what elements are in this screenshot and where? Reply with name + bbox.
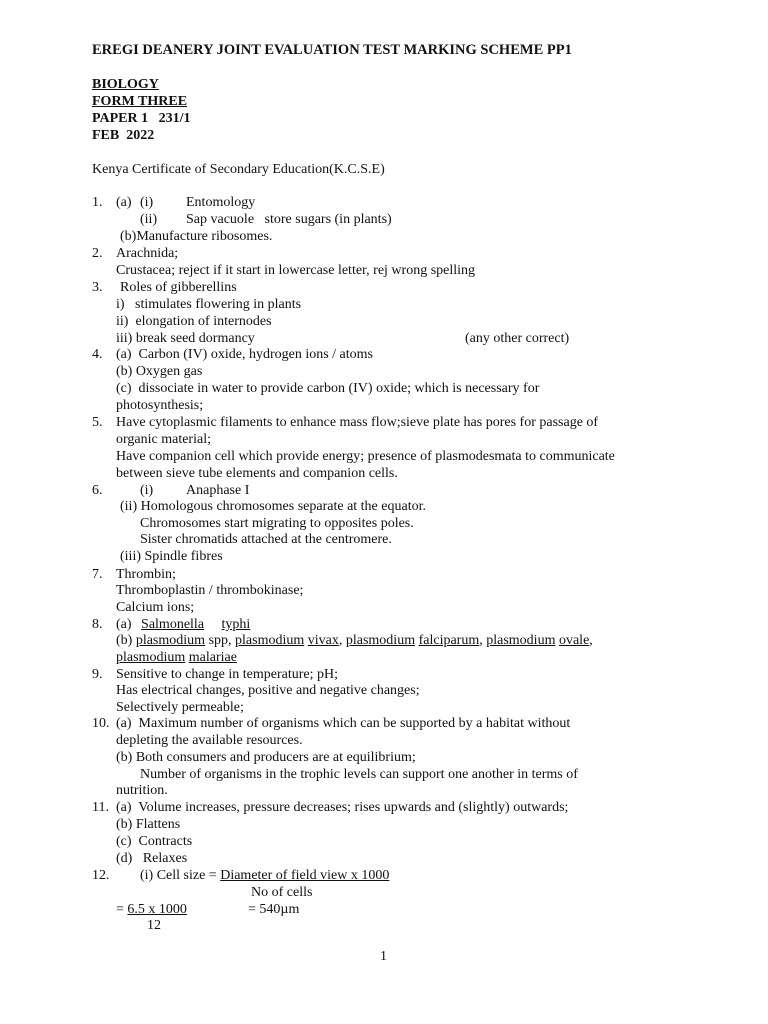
species-name: ovale	[558, 633, 590, 648]
paper-heading: PAPER 1 231/1	[92, 111, 191, 126]
question-number: 4.	[92, 347, 103, 362]
answer-text: (d) Relaxes	[116, 851, 188, 866]
answer-text: i) stimulates flowering in plants	[116, 297, 302, 312]
answer-text: Thrombin;	[116, 567, 176, 582]
answer-text: Number of organisms in the trophic levels can support one another in terms of	[140, 767, 578, 782]
answer-text: between sieve tube elements and companion cells.	[116, 466, 398, 481]
answer-text: Sensitive to change in temperature; pH;	[116, 667, 338, 682]
answer-note: (any other correct)	[465, 331, 570, 346]
answer-text: ii) elongation of internodes	[116, 314, 272, 329]
question-number: 8.	[92, 617, 103, 632]
question-number: 2.	[92, 246, 103, 261]
genus-name: plasmodium	[235, 633, 305, 648]
document-title: EREGI DEANERY JOINT EVALUATION TEST MARKING SCHEME PP1	[92, 42, 572, 58]
answer-text: Selectively permeable;	[116, 700, 244, 715]
date-heading: FEB 2022	[92, 128, 155, 143]
answer-text: spp,	[205, 633, 236, 648]
calculation-result: = 540µm	[248, 902, 300, 917]
answer-part-label: (a)	[116, 617, 132, 632]
answer-part-label: (a)	[116, 195, 132, 210]
answer-subpart-label: (i)	[140, 483, 154, 498]
answer-text: Arachnida;	[116, 246, 179, 261]
question-number: 10.	[92, 716, 110, 731]
answer-text: Anaphase I	[186, 483, 250, 498]
answer-text	[116, 649, 237, 666]
answer-text: Have companion cell which provide energy; presence of plasmodesmata to communicate	[116, 449, 615, 464]
answer-text	[116, 632, 593, 649]
genus-name: plasmodium	[116, 650, 186, 665]
question-number: 7.	[92, 567, 103, 582]
formula-denominator: No of cells	[251, 885, 313, 900]
answer-subpart-label: (ii)	[140, 212, 158, 227]
question-number: 12.	[92, 868, 110, 883]
answer-text: organic material;	[116, 432, 211, 447]
question-number: 6.	[92, 483, 103, 498]
genus-name: Salmonella	[141, 617, 205, 632]
answer-text: ,	[589, 633, 593, 648]
subject-heading: BIOLOGY	[92, 77, 159, 92]
answer-text: ,	[479, 633, 487, 648]
genus-name: plasmodium	[345, 633, 416, 648]
calculation-numerator: 6.5 x 1000	[127, 902, 187, 917]
species-name: typhi	[221, 617, 251, 632]
answer-text: Crustacea; reject if it start in lowercase letter, rej wrong spelling	[116, 263, 476, 278]
question-number: 5.	[92, 415, 103, 430]
calculation	[116, 901, 187, 918]
answer-text: iii) break seed dormancy	[116, 331, 255, 346]
answer-text: Sister chromatids attached at the centromere.	[140, 532, 392, 547]
answer-text: (b) Oxygen gas	[116, 364, 203, 379]
answer-text: ,	[338, 633, 346, 648]
question-number: 11.	[92, 800, 109, 815]
exam-name: Kenya Certificate of Secondary Education(K.C.S.E)	[92, 162, 385, 177]
answer-text: (a) Carbon (IV) oxide, hydrogen ions / atoms	[116, 347, 373, 362]
answer-text: Have cytoplasmic filaments to enhance mass flow;sieve plate has pores for passage of	[116, 415, 599, 430]
answer-text: (b)Manufacture ribosomes.	[120, 229, 273, 244]
genus-name: plasmodium	[135, 633, 206, 648]
answer-text: Entomology	[186, 195, 256, 210]
answer-text: Calcium ions;	[116, 600, 195, 615]
species-name: falciparum	[418, 633, 480, 648]
answer-text	[140, 867, 389, 884]
answer-text: (a) Maximum number of organisms which can be supported by a habitat without	[116, 716, 571, 731]
answer-text: Sap vacuole store sugars (in plants)	[186, 212, 392, 227]
answer-text: depleting the available resources.	[116, 733, 303, 748]
page-number: 1	[380, 949, 387, 964]
form-heading: FORM THREE	[92, 94, 188, 109]
answer-text: (iii) Spindle fibres	[120, 549, 223, 564]
answer-text: (ii) Homologous chromosomes separate at the equator.	[120, 499, 426, 514]
answer-text: Thromboplastin / thrombokinase;	[116, 583, 304, 598]
answer-text: Roles of gibberellins	[120, 280, 237, 295]
answer-text: photosynthesis;	[116, 398, 204, 413]
question-number: 9.	[92, 667, 103, 682]
answer-part-label: (b)	[116, 633, 133, 648]
species-name: malariae	[188, 650, 237, 665]
genus-name: plasmodium	[486, 633, 556, 648]
answer-text	[116, 616, 250, 633]
formula-label: (i) Cell size =	[140, 868, 221, 883]
answer-text: (a) Volume increases, pressure decreases; rises upwards and (slightly) outwards;	[116, 800, 569, 815]
answer-text: nutrition.	[116, 783, 168, 798]
answer-text: Chromosomes start migrating to opposites poles.	[140, 516, 414, 531]
question-number: 1.	[92, 195, 103, 210]
answer-text: (b) Both consumers and producers are at equilibrium;	[116, 750, 416, 765]
formula-numerator: Diameter of field view x 1000	[220, 868, 390, 883]
species-name: vivax	[307, 633, 339, 648]
question-number: 3.	[92, 280, 103, 295]
answer-text: Has electrical changes, positive and negative changes;	[116, 683, 420, 698]
answer-text: (c) Contracts	[116, 834, 193, 849]
calculation-denominator: 12	[147, 918, 161, 933]
equals-sign: =	[116, 902, 128, 917]
answer-subpart-label: (i)	[140, 195, 154, 210]
answer-text: (c) dissociate in water to provide carbon (IV) oxide; which is necessary for	[116, 381, 540, 396]
answer-text: (b) Flattens	[116, 817, 181, 832]
